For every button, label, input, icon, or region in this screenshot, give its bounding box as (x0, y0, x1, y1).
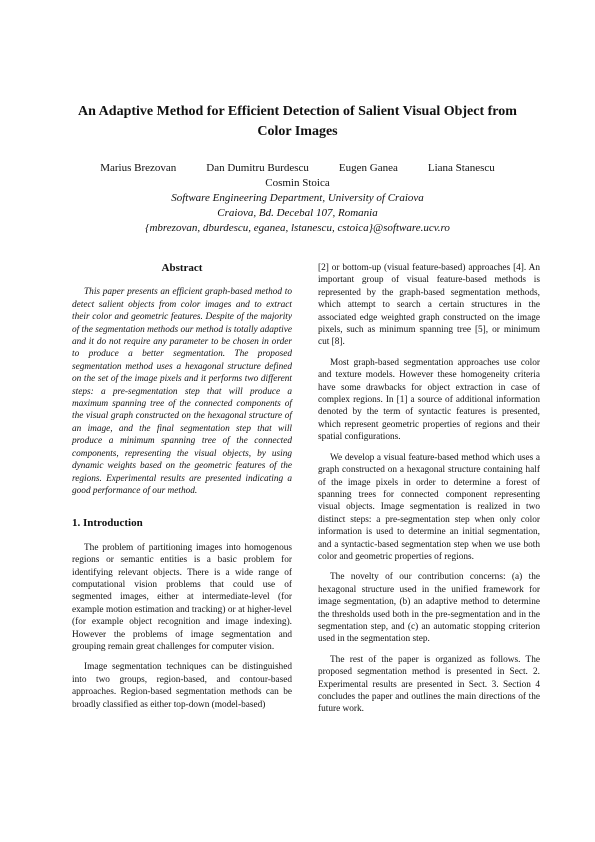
affiliation (60, 191, 535, 236)
author-list (60, 161, 535, 191)
paper-title: An Adaptive Method for Efficient Detection of Salient Visual Object from Color Images (78, 104, 517, 139)
abstract-heading: Abstract (161, 262, 203, 274)
right-column (318, 262, 540, 724)
left-column (72, 262, 292, 719)
paragraph: The rest of the paper is organized as follows. The proposed segmentation method is presented in Sect. 2. Experimental results are presented in Sect. 3. Section 4 concludes the paper and outlines the main directions of the future work. (318, 654, 540, 715)
paragraph: Image segmentation techniques can be distinguished into two groups, region-based, and contour-based approaches. Region-based segmentation methods can be broadly classified as either top-down (model-based) (72, 662, 292, 710)
affiliation-address: Craiova, Bd. Decebal 107, Romania (217, 207, 378, 219)
affiliation-department: Software Engineering Department, University of Craiova (171, 192, 424, 204)
author-name: Cosmin Stoica (265, 177, 330, 189)
author-name: Liana Stanescu (427, 162, 495, 174)
author-name: Marius Brezovan (100, 162, 177, 174)
section-heading: 1. Introduction (72, 517, 143, 530)
affiliation-email: {mbrezovan, dburdescu, eganea, lstanescu, cstoica}@software.ucv.ro (145, 222, 450, 234)
author-name: Dan Dumitru Burdescu (206, 162, 309, 174)
author-name: Eugen Ganea (338, 162, 398, 174)
paragraph: Most graph-based segmentation approaches use color and texture models. However these homogeneity criteria have some drawbacks for object extraction in case of complex regions. In [1] a source of additional information denoted by the term of syntactic features is presented, which represent geometric properties of regions and their spatial configurations. (318, 357, 540, 443)
paragraph: The novelty of our contribution concerns: (a) the hexagonal structure used in the unified framework for image segmentation, (b) an adaptive method to determine the thresholds used both in the pre-segmentation and in the segmentation step, and (c) an automatic stopping criterion used in the segmentation step. (318, 572, 540, 645)
abstract-text: This paper presents an efficient graph-based method to detect salient objects from color images and to extract their color and geometric features. Despite of the majority of the segmentation methods our method is totally adaptive and it do not require any parameter to be chosen in order to produce a better segmentation. The proposed segmentation method uses a hexagonal structure defined on the set of the image pixels and it performs two different steps: a pre-segmentation step that will produce a maximum spanning tree of the connected components of the visual graph constructed on the hexagonal structure of an image, and the final segmentation step that will produce a minimum spanning tree of the connected components, representing the visual objects, by using dynamic weights based on the geometric features of the regions. Experimental results are presented indicating a good performance of our method. (72, 287, 292, 496)
paragraph: [2] or bottom-up (visual feature-based) approaches [4]. An important group of visual feature-based methods is represented by the graph-based segmentation methods, which attempt to search a certain structures in the associated edge weighted graph constructed on the image pixels, such as minimum spanning tree [5], or minimum cut [8]. (318, 263, 540, 348)
paragraph: We develop a visual feature-based method which uses a graph constructed on a hexagonal structure containing half of the image pixels in order to determine a forest of spanning trees for connected component representing visual objects. Image segmentation is realized in two distinct steps: a pre-segmentation step when only color information is used to determine an initial segmentation, and a syntactic-based segmentation step when we use both color and geometric properties of regions. (318, 452, 540, 562)
paragraph: The problem of partitioning images into homogenous regions or semantic entities is a basic problem for identifying relevant objects. There is a wide range of computational vision problems that could use of segmented images, either at intermediate-level (for example motion estimation and tracking) or at higher-level (for example object recognition and image indexing). However the problems of image segmentation and grouping remain great challenges for computer vision. (72, 542, 292, 652)
